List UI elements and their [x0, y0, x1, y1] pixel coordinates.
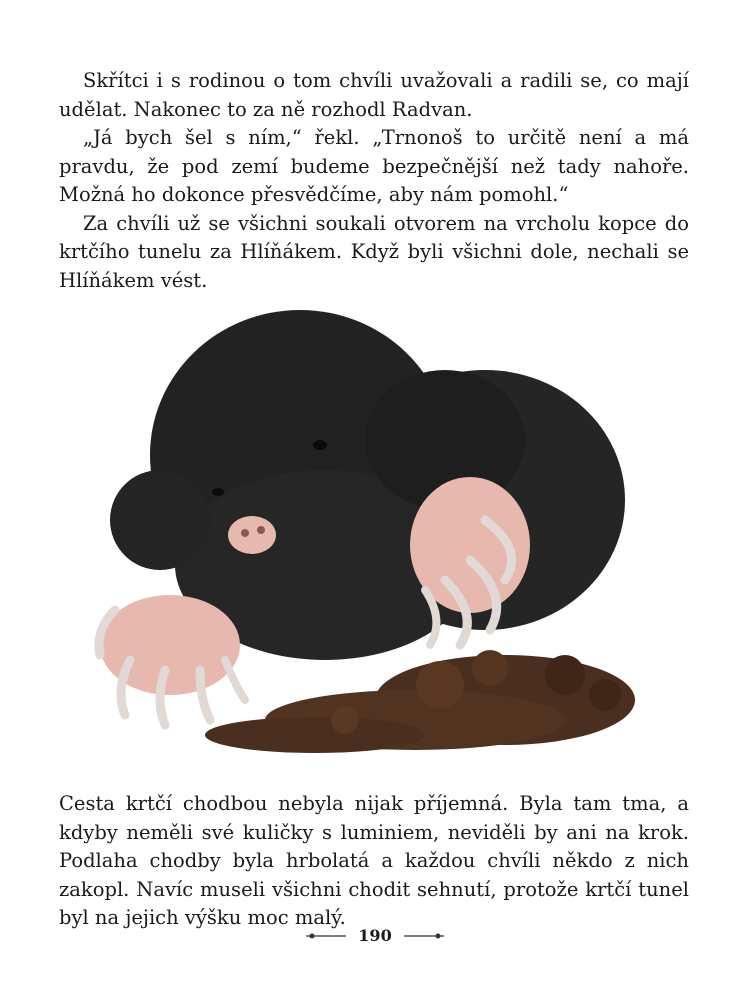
ornament-left-icon	[304, 931, 348, 941]
page-number: 190	[358, 926, 392, 945]
top-text-block	[59, 67, 689, 295]
ornament-right-icon	[402, 931, 446, 941]
paw-left-icon	[99, 595, 245, 725]
paragraph-1: Skřítci i s rodinou o tom chvíli uvažovali a radili se, co mají udělat. Nakonec to za ně rozhodl Radvan.	[59, 69, 689, 121]
eye-right-icon	[313, 440, 327, 450]
mole-illustration	[85, 290, 645, 760]
soil-mound	[205, 650, 635, 753]
paragraph-4: Cesta krtčí chodbou nebyla nijak příjemná. Byla tam tma, a kdyby neměli své kuličky s luminiem, neviděli by ani na krok. Podlaha chodby byla hrbolatá a každou chvíli někdo z nich zakopl. Navíc museli všichni chodit sehnutí, protože krtčí tunel byl na jejich výšku moc malý.	[59, 792, 689, 929]
page-footer	[0, 926, 750, 945]
nose-icon	[228, 516, 276, 554]
bottom-text-block	[59, 790, 689, 933]
paragraph-2: „Já bych šel s ním,“ řekl. „Trnonoš to určitě není a má pravdu, že pod zemí budeme bezpečnější než tady nahoře. Možná ho dokonce přesvědčíme, aby nám pomohl.“	[59, 126, 689, 206]
paragraph-3: Za chvíli už se všichni soukali otvorem na vrcholu kopce do krtčího tunelu za Hlíňákem. Když byli všichni dole, nechali se Hlíňákem vést.	[59, 211, 689, 292]
eye-left-icon	[212, 488, 224, 496]
